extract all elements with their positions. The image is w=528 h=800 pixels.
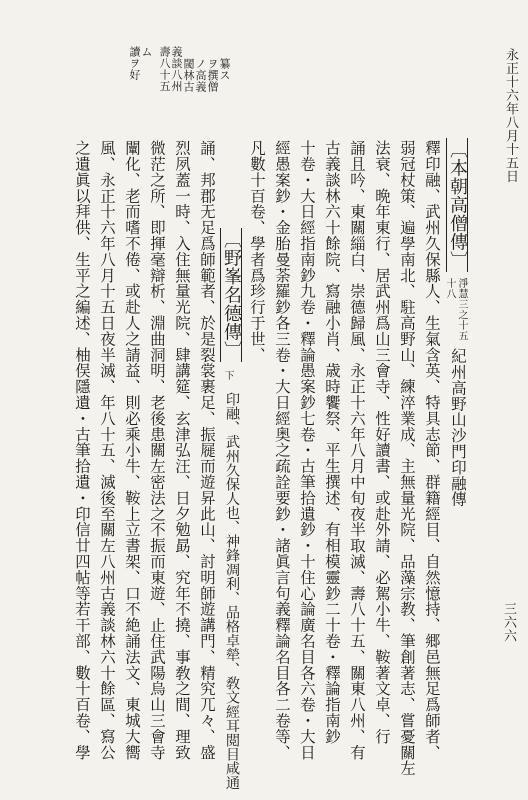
- margin-note: ム: [140, 46, 153, 58]
- text-line: 誦且吟、東關緇白、崇德歸風、永正十六年八月中旬夜半取滅、壽八十五、關東八州、有: [348, 140, 366, 761]
- text-line: 凡數十百卷、學者爲珍行于世、: [248, 140, 266, 363]
- section-title: 〔野峯名德傳〕: [221, 230, 242, 360]
- source-note: 十八: [444, 278, 455, 299]
- margin-note: 義談八州: [170, 46, 183, 92]
- margin-note: 閾林古: [182, 58, 195, 93]
- text-line: 烈夙蓋一時、入住無量光院、肆講筵、玄津弘汪、日夕勉勗、究年不撓、事敎之間、理致: [173, 140, 191, 761]
- source-note: 淨慧三之十五: [456, 278, 467, 341]
- page-number: 三六六: [501, 602, 516, 643]
- text-line: 弱冠杖策、遍學南北、駐高野山、練淬業成、主無量光院、品藻宗教、筆創著志、嘗憂關左: [398, 140, 416, 776]
- text-line: 釋印融、武州久保縣人、生氣含英、特具志節、群籍經目、自然憶持、郷邑無足爲師者、: [423, 140, 441, 761]
- text-line: 法衰、晩年東行、居武州爲山三會寺、性好讀書、或赴外請、必駕小牛、鞍著文卓、行: [373, 140, 391, 745]
- text-line: 十卷・大日經指南鈔九卷・釋論愚案鈔七卷・古筆拾遺鈔・十住心論廣名目各六卷・大日: [298, 140, 316, 761]
- margin-note: 纂ス: [218, 58, 231, 81]
- text-line: 之遺眞以拜供、生平之編述、柚俣隱遺・古筆拾遺・印信廿四帖等若干部、數十百卷、學: [73, 140, 91, 761]
- text-line: 微茫之所、即揮毫辯析、淵曲洞明、老後患關左密法之不振而東遊、止住武陽烏山三會寺: [148, 140, 166, 761]
- attribution: 紀州高野山沙門印融傳: [449, 348, 467, 507]
- header-date: 永正十六年八月十五日: [503, 48, 518, 183]
- source-note: 下: [222, 370, 233, 381]
- text-line: 風、永正十六年八月十五日夜半滅、年八十五、滅後至關左八州古義談林六十餘區、寫公: [98, 140, 116, 761]
- text-line: 印融、武州久保人也、神鋒凋利、品格卓犖、敎文經耳閲目咸通: [224, 392, 240, 790]
- text-line: 誦、邦郡无足爲師範者、於是裂裳裹足、振屣而遊昇此山、討明師遊講門、精究兀々、盛: [198, 140, 216, 761]
- text-line: 闡化、老而嗜不倦、或赴人之請益、則必乘小牛、鞍上立書架、口不絶誦法文、東城大嚮: [123, 140, 141, 761]
- margin-note: 壽八十五: [158, 46, 171, 92]
- margin-note: 讀ヲ好: [128, 46, 141, 81]
- text-line: 古義談林六十餘院、寫融小肖、歳時饗祭、平生撰述、有相模靈鈔二十卷・釋論指南鈔: [323, 140, 341, 745]
- section-title: 〔本朝高僧傳〕: [447, 140, 468, 270]
- text-line: 經愚案鈔・金胎曼荼羅鈔各三卷・大日經奥之疏詮要鈔・諸眞言句義釋論名目各二卷等、: [273, 140, 291, 761]
- margin-note: ノ高義: [194, 58, 207, 93]
- margin-note: ヲ撰僧: [206, 58, 219, 93]
